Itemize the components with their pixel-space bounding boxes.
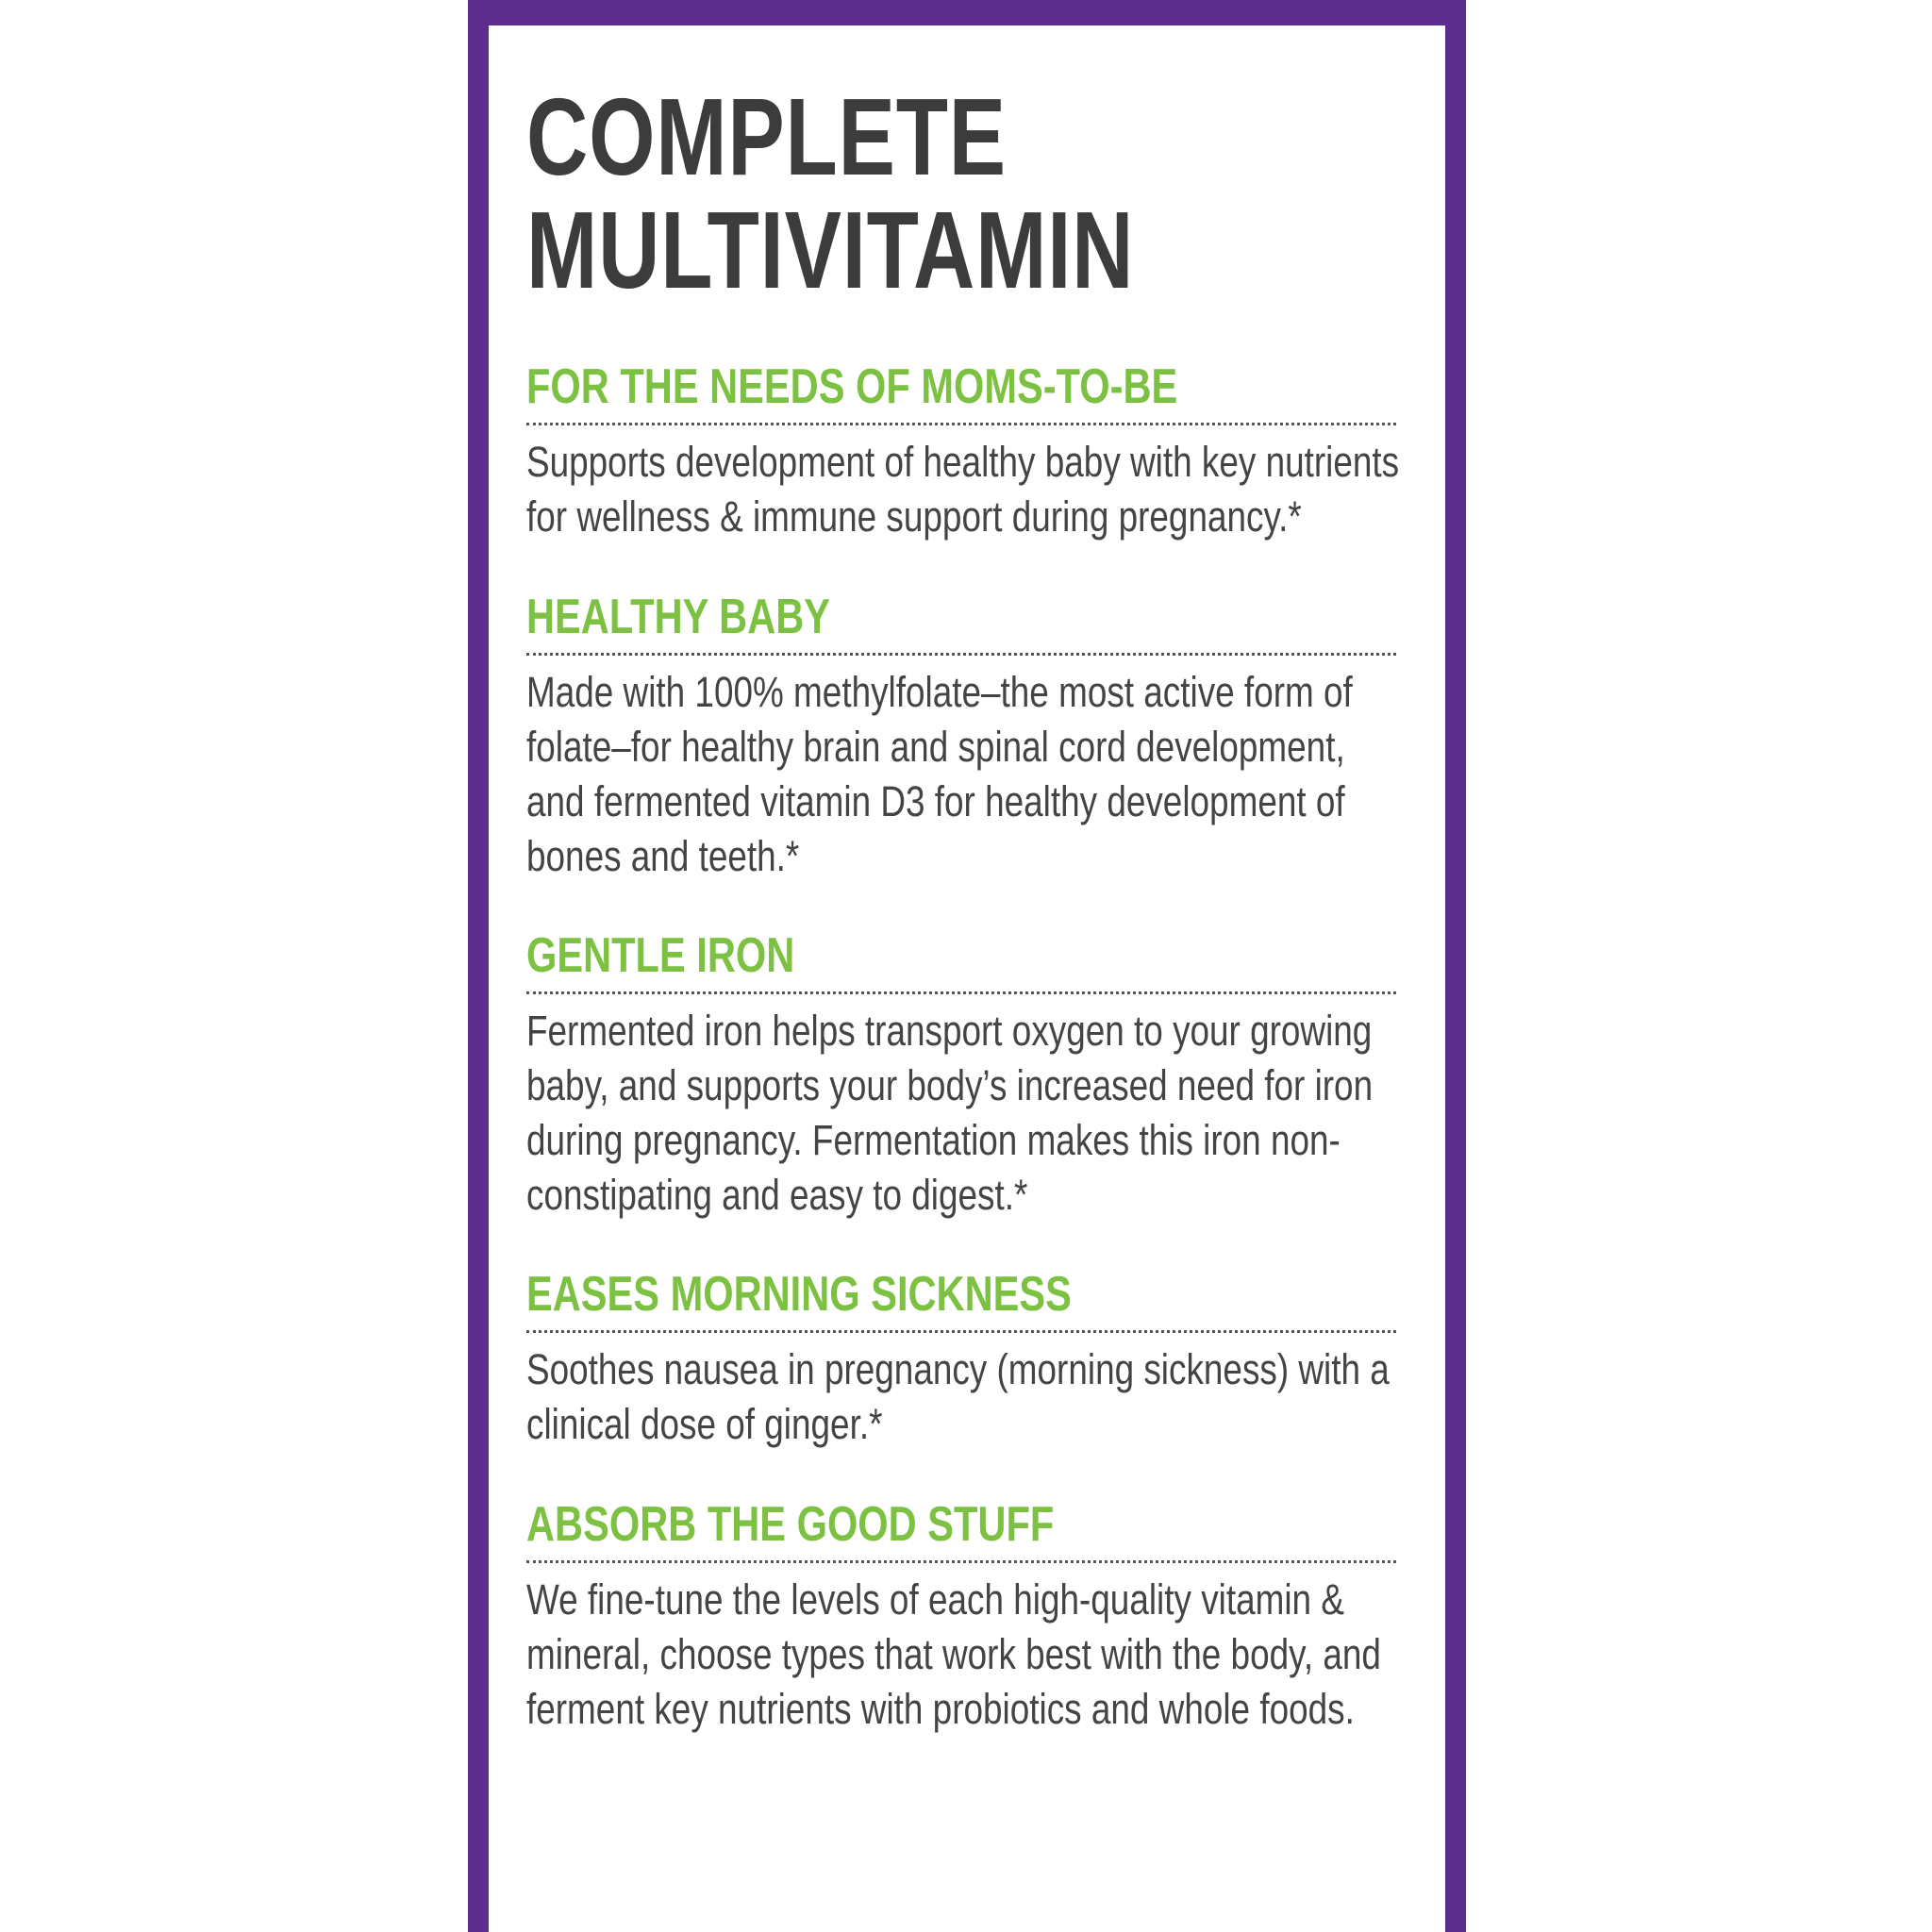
section-moms-to-be [526,359,1400,544]
body-line: ferment key nutrients with probiotics and whole foods. [526,1685,1355,1733]
section-heading: EASES MORNING SICKNESS [526,1267,1072,1322]
section-absorb [526,1498,1396,1737]
body-line: and fermented vitamin D3 for healthy development of [526,777,1345,825]
info-card [489,25,1445,1932]
dotted-divider [526,653,1396,656]
body-line: for wellness & immune support during pregnancy.* [526,492,1302,541]
body-line: baby, and supports your body’s increased need for iron [526,1061,1374,1109]
section-heading: ABSORB THE GOOD STUFF [526,1497,1055,1552]
section-body [526,1573,1397,1737]
body-line: folate–for healthy brain and spinal cord development, [526,723,1345,771]
title-line-2: MULTIVITAMIN [526,189,1135,311]
body-line: Fermented iron helps transport oxygen to your growing [526,1007,1373,1055]
body-line: clinical dose of ginger.* [526,1400,883,1448]
body-line: We fine-tune the levels of each high-quality vitamin & [526,1575,1344,1624]
section-healthy-baby [526,591,1396,884]
section-heading: HEALTHY BABY [526,590,831,644]
section-body [526,665,1397,884]
dotted-divider [526,423,1396,425]
section-body [526,1342,1397,1452]
section-body [526,435,1400,544]
section-heading: FOR THE NEEDS OF MOMS-TO-BE [526,359,1178,414]
dotted-divider [526,1560,1396,1563]
body-line: bones and teeth.* [526,832,800,880]
product-title [526,75,1409,311]
body-line: Soothes nausea in pregnancy (morning sickness) with a [526,1345,1390,1393]
body-line: Made with 100% methylfolate–the most active form of [526,668,1353,716]
purple-border-frame [468,0,1466,1932]
section-morning-sickness [526,1268,1396,1452]
body-line: Supports development of healthy baby with key nutrients [526,438,1400,486]
section-heading: GENTLE IRON [526,928,795,983]
title-line-1: COMPLETE [526,75,1007,198]
body-line: constipating and easy to digest.* [526,1171,1028,1219]
card-content [526,75,1400,1733]
body-line: mineral, choose types that work best with the body, and [526,1630,1381,1678]
section-body [526,1004,1397,1223]
dotted-divider [526,1330,1396,1333]
body-line: during pregnancy. Fermentation makes this iron non- [526,1116,1341,1164]
section-gentle-iron [526,929,1396,1223]
dotted-divider [526,991,1396,994]
